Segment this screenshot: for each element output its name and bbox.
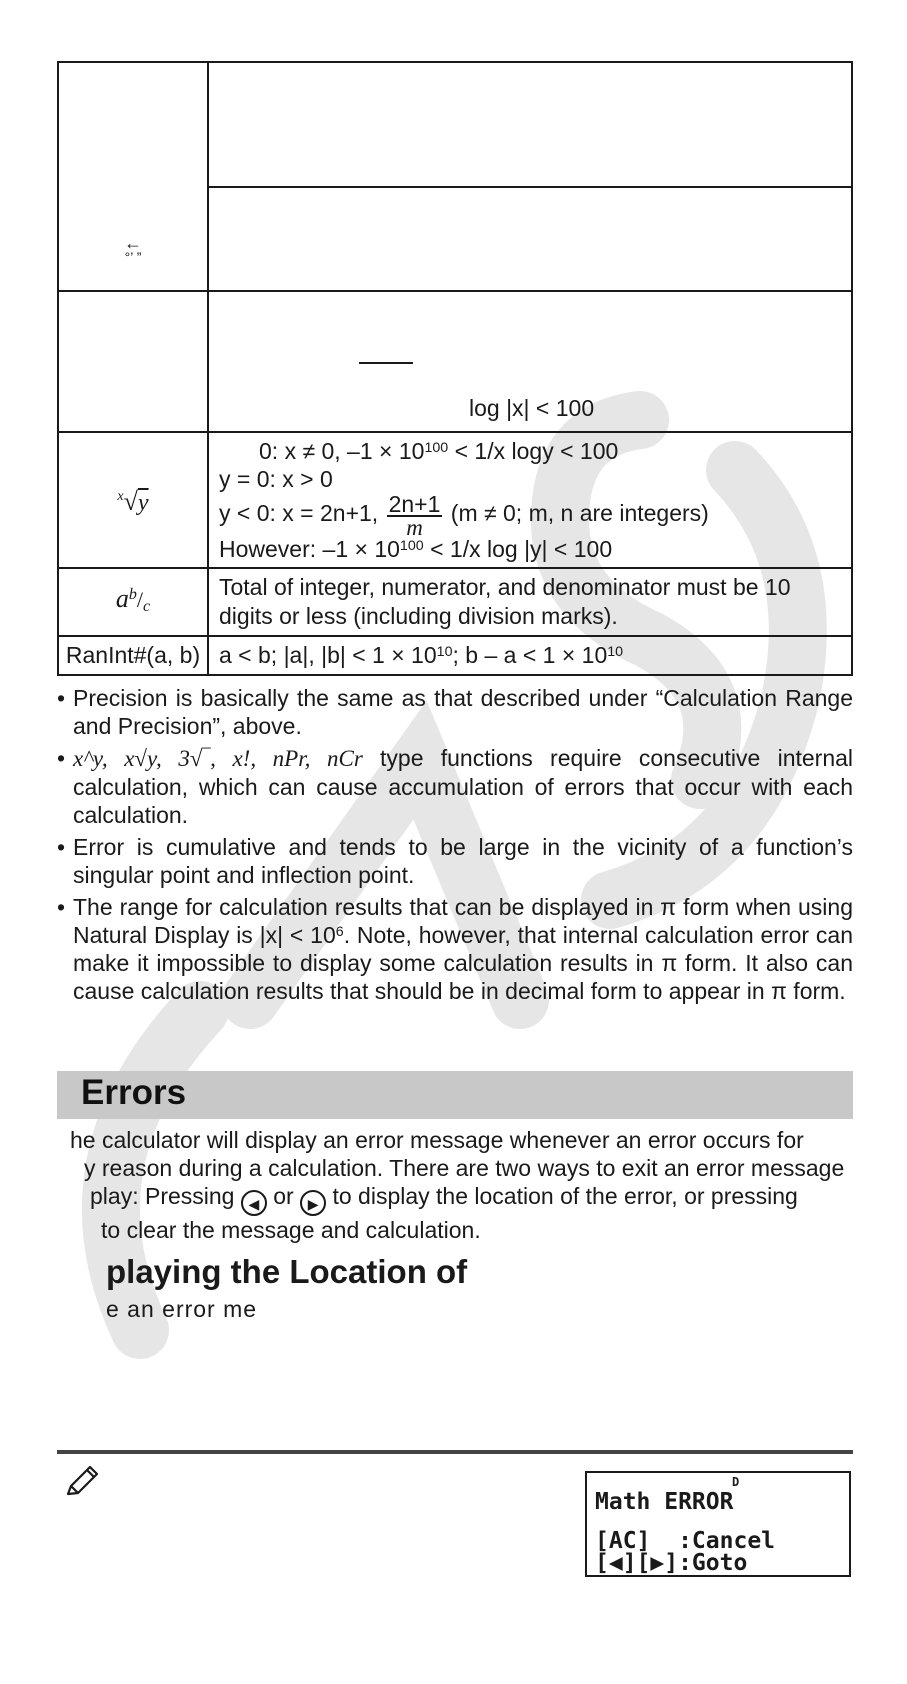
condition-cell bbox=[208, 187, 852, 291]
list-item: • Precision is basically the same as that described under “Calculation Range and Precision”, above. bbox=[57, 685, 853, 739]
dms-conversion-symbol: ← °’ ” bbox=[124, 233, 142, 265]
fraction-bar bbox=[359, 362, 413, 364]
table-row bbox=[58, 62, 852, 187]
root-function-label: $^x$√y bbox=[58, 432, 208, 568]
errors-paragraph bbox=[57, 1126, 853, 1244]
root-line-1: 0: x ≠ 0, $-1 \times 10^{100} < 1/x$ logy < 100 bbox=[259, 438, 619, 464]
section-title: Errors bbox=[81, 1073, 187, 1112]
left-cursor-key-icon: ◀ bbox=[241, 1190, 267, 1216]
fraction: $\frac{2n+1}{m}$ bbox=[388, 491, 441, 540]
log-condition: log |x| < 100 bbox=[469, 395, 595, 421]
lcd-line-1: Math ERROR bbox=[595, 1489, 734, 1515]
function-cell bbox=[58, 62, 208, 291]
pencil-note-icon bbox=[62, 1462, 102, 1502]
root-condition-cell bbox=[208, 432, 852, 568]
condition-cell bbox=[208, 62, 852, 187]
divider bbox=[57, 1450, 853, 1454]
subsection-text: e an error me bbox=[106, 1296, 258, 1322]
root-line-2: y = 0: x > 0 bbox=[219, 466, 333, 492]
lcd-display bbox=[585, 1471, 851, 1577]
function-cell bbox=[58, 291, 208, 432]
table-row bbox=[58, 291, 852, 432]
list-item: • Error is cumulative and tends to be large in the vicinity of a function’s singular point and inflection point. bbox=[57, 834, 853, 888]
errors-section-header bbox=[57, 1071, 853, 1119]
paragraph-line: he calculator will display an error message whenever an error occurs for bbox=[70, 1127, 804, 1153]
table-row bbox=[58, 636, 852, 675]
notes-list bbox=[57, 684, 853, 1009]
calculation-range-table bbox=[57, 61, 853, 676]
subsection-heading: playing the Location of bbox=[106, 1253, 468, 1290]
ranint-condition: a < b; |a|, $|b| < 1 \times 10^{10}$; $b - a < 1 \times 10^{10}$ bbox=[208, 636, 852, 675]
display-indicator: D bbox=[732, 1475, 740, 1489]
table-row bbox=[58, 432, 852, 568]
list-item: • The range for calculation results that can be displayed in π form when using Natural Display is $|x| < 10^6$. Note, however, that internal calculation error can make it impossible to display some calculation results in π form. It also can cause calculation results that should be in decimal form to appear in π form. bbox=[57, 894, 853, 1004]
function-list: x^y, x√y, 3√‾, x!, nPr, nCr bbox=[73, 746, 363, 771]
fraction-condition: Total of integer, numerator, and denominator must be 10 digits or less (including division marks). bbox=[208, 568, 852, 636]
paragraph-line: play: Pressing ◀ or ▶ to display the location of the error, or pressing bbox=[57, 1182, 853, 1216]
lcd-line-3: [◀][▶]:Goto bbox=[595, 1550, 748, 1576]
fraction-function-label: $a^b/c$ bbox=[58, 568, 208, 636]
list-item: • x^y, x√y, 3√‾, x!, nPr, nCr type functions require consecutive internal calculation, which can cause accumulation of errors that occur with each calculation. bbox=[57, 745, 854, 828]
root-line-3: y < 0: x = 2n+1, $\frac{2n+1}{m}$ (m ≠ 0; m, n are integers) bbox=[219, 491, 709, 540]
ranint-function-label: RanInt#(a, b) bbox=[58, 636, 208, 675]
paragraph-line: to clear the message and calculation. bbox=[101, 1217, 481, 1243]
root-line-4: However: $-1 \times 10^{100} < 1/x$ log |y| < 100 bbox=[219, 536, 613, 562]
right-cursor-key-icon: ▶ bbox=[300, 1190, 326, 1216]
lcd-line-2: [AC] :Cancel bbox=[595, 1528, 776, 1554]
table-row bbox=[58, 568, 852, 636]
condition-cell bbox=[208, 291, 852, 432]
paragraph-line: y reason during a calculation. There are two ways to exit an error message bbox=[84, 1155, 845, 1181]
